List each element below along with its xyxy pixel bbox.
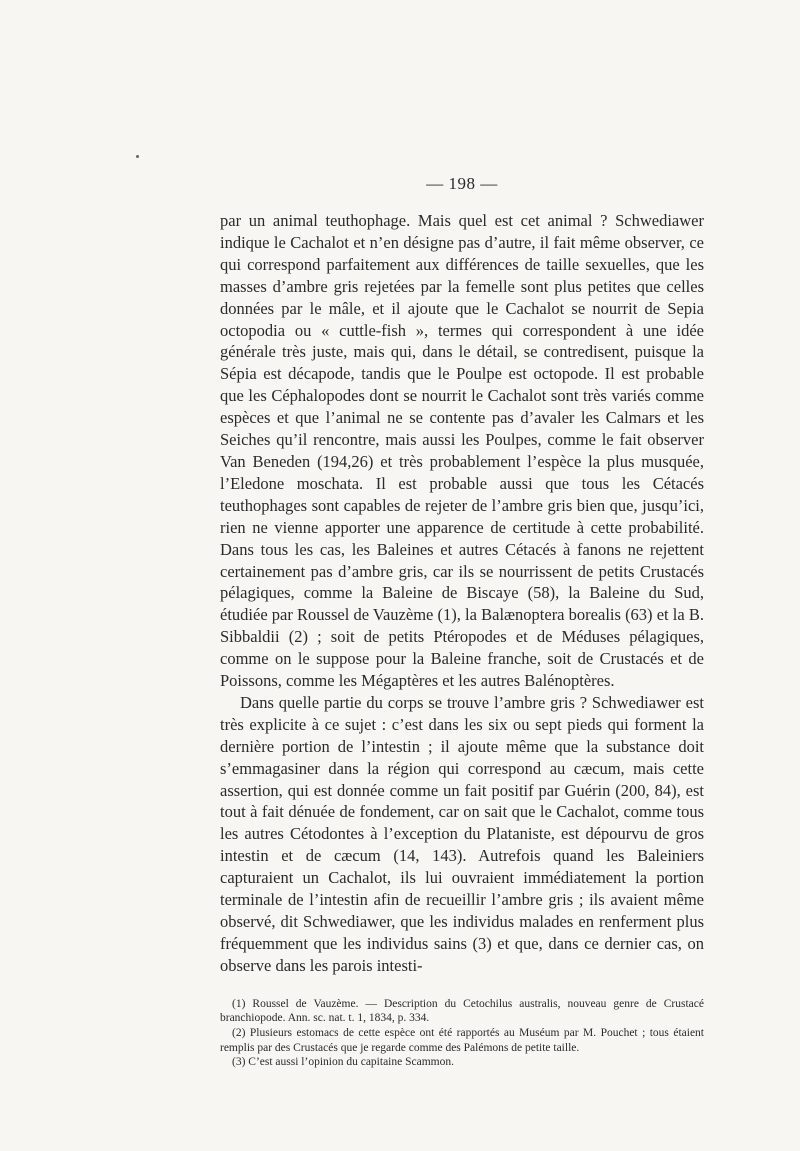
- paragraph-2: Dans quelle partie du corps se trouve l’ambre gris ? Schwediawer est très explicite à ce sujet : c’est dans les six ou sept pieds qui forment la dernière portion de l’intestin ; il ajoute même que la substance doit s’emmagasiner dans la région qui correspond au cæcum, mais cette assertion, qui est donnée comme un fait positif par Guérin (200, 84), est tout à fait dénuée de fondement, car on sait que le Cachalot, comme tous les autres Cétodontes à l’exception du Plataniste, est dépourvu de gros intestin et de cæcum (14, 143). Autrefois quand les Baleiniers capturaient un Cachalot, ils lui ouvraient immédiatement la portion terminale de l’intestin afin de recueillir l’ambre gris ; ils avaient même observé, dit Schwediawer, que les individus malades en renferment plus fréquemment que les individus sains (3) et que, dans ce dernier cas, on observe dans les parois intesti-: [220, 692, 704, 975]
- footnote-3: (3) C’est aussi l’opinion du capitaine Scammon.: [232, 1056, 454, 1069]
- document-page: [220, 174, 704, 1070]
- page-number: — 198 —: [426, 174, 498, 193]
- footnote-2: (2) Plusieurs estomacs de cette espèce ont été rapportés au Muséum par M. Pouchet ; tous étaient remplis par des Crustacés que je regarde comme des Palémons de petite taille.: [220, 1026, 704, 1054]
- scan-speck: [136, 155, 139, 158]
- footnote-1: (1) Roussel de Vauzème. — Description du Cetochilus australis, nouveau genre de Crustacé branchiopode. Ann. sc. nat. t. 1, 1834, p. 334.: [220, 997, 704, 1025]
- paragraph-1: par un animal teuthophage. Mais quel est cet animal ? Schwediawer indique le Cachalot et n’en désigne pas d’autre, il fait même observer, ce qui correspond parfaitement aux différences de taille sexuelles, que les masses d’ambre gris rejetées par la femelle sont plus petites que celles données par le mâle, et il ajoute que le Cachalot se nourrit de Sepia octopodia ou « cuttle-fish », termes qui correspondent à une idée générale très juste, mais qui, dans le détail, se contredisent, puisque la Sépia est décapode, tandis que le Poulpe est octopode. Il est probable que les Céphalopodes dont se nourrit le Cachalot sont très variés comme espèces et que l’animal ne se contente pas d’avaler les Calmars et les Seiches qu’il rencontre, mais aussi les Poulpes, comme le fait observer Van Beneden (194,26) et très probablement l’espèce la plus musquée, l’Eledone moschata. Il est probable aussi que tous les Cétacés teuthophages sont capables de rejeter de l’ambre gris bien que, jusqu’ici, rien ne vienne apporter une apparence de certitude à cette probabilité. Dans tous les cas, les Baleines et autres Cétacés à fanons ne rejettent certainement pas d’ambre gris, car ils se nourrissent de petits Crustacés pélagiques, comme la Baleine de Biscaye (58), la Baleine du Sud, étudiée par Roussel de Vauzème (1), la Balænoptera borealis (63) et la B. Sibbaldii (2) ; soit de petits Ptéropodes et de Méduses pélagiques, comme on le suppose pour la Baleine franche, soit de Crustacés et de Poissons, comme les Mégaptères et les autres Balénoptères.: [220, 211, 704, 691]
- footnotes: [220, 997, 704, 1070]
